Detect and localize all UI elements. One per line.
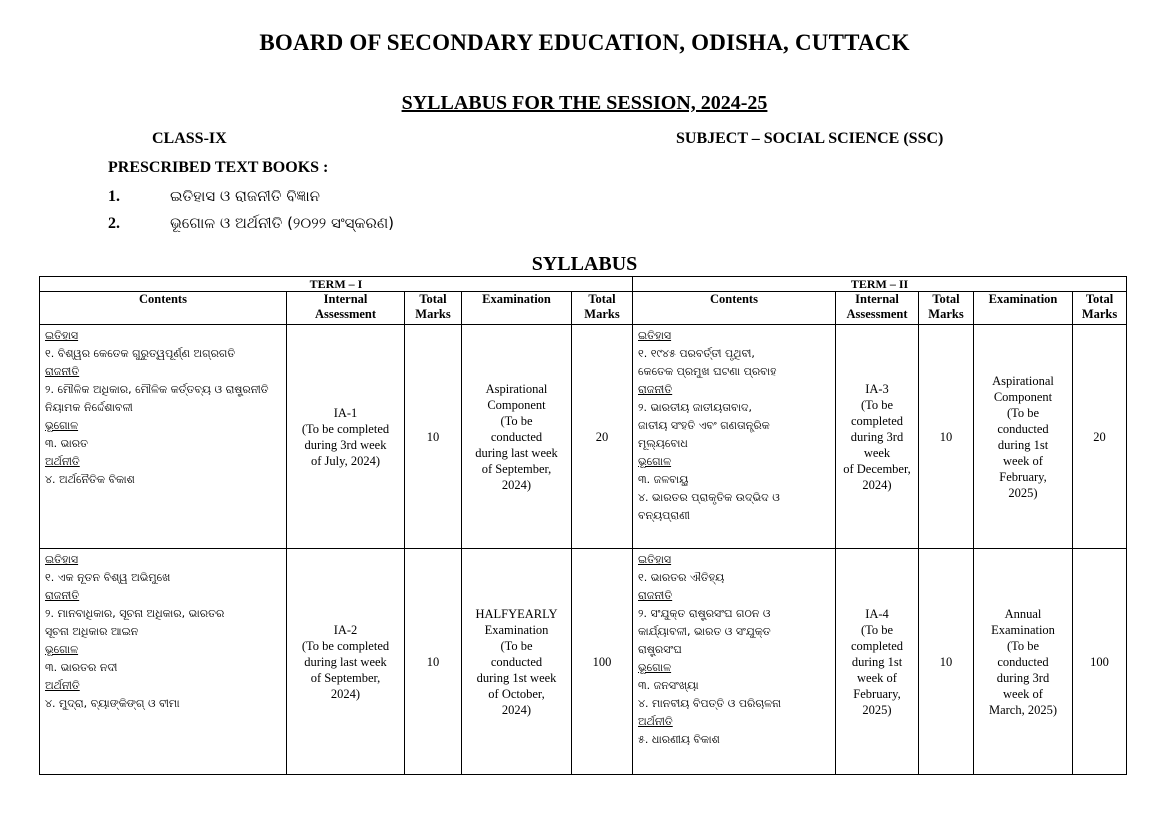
cell-line: (To be <box>860 622 894 637</box>
topic-line: ରାଷ୍ଟ୍ରସଂଘ <box>638 643 682 656</box>
class-label: CLASS-IX <box>152 130 227 147</box>
cell-line: completed <box>850 638 904 653</box>
topic-line: ମୂଲ୍ୟବୋଧ <box>638 437 688 450</box>
topic-line: ୨. ମାନବାଧିକାର, ସୂଚନା ଅଧିକାର, ଭାରତର <box>45 607 225 620</box>
cell-line: week of <box>1003 453 1043 468</box>
textbooks-heading: PRESCRIBED TEXT BOOKS : <box>108 159 329 176</box>
topic-line: ୧. ବିଶ୍ୱର କେତେକ ଗୁରୁତ୍ୱପୂର୍ଣ୍ଣ ଅଗ୍ରଗତି <box>45 347 236 360</box>
cell-line: during last week <box>475 445 558 460</box>
section-heading: ଇତିହାସ <box>638 329 672 342</box>
topic-line: ୩. ଭାରତର ନଦୀ <box>45 661 118 674</box>
cell-line: IA-1 <box>333 405 358 420</box>
textbook-name: ଭୂଗୋଳ ଓ ଅର୍ଥନୀତି (୨୦୨୨ ସଂସ୍କରଣ) <box>170 214 395 232</box>
topic-line: ୨. ଭାରତୀୟ ଜାତୀୟତାବାଦ, <box>638 401 753 414</box>
cell-line: 2024) <box>501 702 532 717</box>
cell-line: during last week <box>304 654 387 669</box>
cell-line: Examination <box>991 622 1055 637</box>
header-line: Total <box>419 292 447 306</box>
total-marks-header <box>572 292 633 325</box>
term1-block1-contents <box>40 325 287 549</box>
section-heading: ଭୂଗୋଳ <box>638 661 672 674</box>
header-line: Marks <box>928 307 964 321</box>
cell-line: 2025) <box>1008 485 1038 500</box>
subject-label: SUBJECT – SOCIAL SCIENCE (SSC) <box>676 130 944 147</box>
cell-line: March, 2025) <box>988 702 1058 717</box>
total-marks-header <box>1073 292 1127 325</box>
cell-line: of December, <box>843 461 911 476</box>
section-heading: ଭୂଗୋଳ <box>638 455 672 468</box>
cell-line: conducted <box>997 421 1049 436</box>
cell-line: IA-4 <box>865 606 889 621</box>
topic-line: ୫. ଧାରଣୀୟ ବିକାଶ <box>638 733 720 746</box>
topic-line: ୨. ମୌଳିକ ଅଧିକାର, ମୌଳିକ କର୍ତ୍ତବ୍ୟ ଓ ରାଷ୍ଟ୍ରନୀତି <box>45 383 269 396</box>
term2-exam2-marks: 100 <box>1073 549 1127 775</box>
topic-line: ୪. ଅର୍ଥନୈତିକ ବିକାଶ <box>45 473 135 486</box>
section-heading: ଅର୍ଥନୀତି <box>45 455 80 468</box>
contents-header: Contents <box>40 292 287 325</box>
board-title: BOARD OF SECONDARY EDUCATION, ODISHA, CUTTACK <box>259 30 910 55</box>
internal-assessment-header <box>836 292 919 325</box>
topic-line: ୪. ମୁଦ୍ରା, ବ୍ୟାଙ୍କିଙ୍ଗ୍ ଓ ବୀମା <box>45 697 180 710</box>
topic-line: କେତେକ ପ୍ରମୁଖ ଘଟଣା ପ୍ରବାହ <box>638 365 777 378</box>
header-line: Total <box>588 292 616 306</box>
topic-line: ୧. ଏକ ନୂତନ ବିଶ୍ୱ ଅଭିମୁଖେ <box>45 571 171 584</box>
term2-ia4-cell <box>836 549 919 775</box>
term2-ia4-marks: 10 <box>919 549 974 775</box>
cell-line: week of <box>1003 686 1043 701</box>
topic-line: ୩. ଜଳବାୟୁ <box>638 473 689 486</box>
term2-exam1-cell <box>974 325 1073 549</box>
topic-line: ବନ୍ୟପ୍ରାଣୀ <box>638 509 690 522</box>
header-line: Total <box>1085 292 1114 306</box>
cell-line: IA-3 <box>865 381 889 396</box>
section-heading: ଇତିହାସ <box>45 329 79 342</box>
section-heading: ଅର୍ଥନୀତି <box>638 715 673 728</box>
topic-line: ୧. ଭାରତର ଐତିହ୍ୟ <box>638 571 725 584</box>
topic-line: ୩. ଜନସଂଖ୍ୟା <box>638 679 699 692</box>
term2-block1-contents <box>633 325 836 549</box>
section-heading: ଭୂଗୋଳ <box>45 643 79 656</box>
term2-ia3-marks: 10 <box>919 325 974 549</box>
cell-line: conducted <box>490 429 543 444</box>
examination-header: Examination <box>462 292 572 325</box>
cell-line: (To be <box>1006 405 1040 420</box>
term1-exam2-marks: 100 <box>572 549 633 775</box>
cell-line: IA-2 <box>333 622 358 637</box>
syllabus-table <box>39 276 1127 775</box>
topic-line: କାର୍ଯ୍ୟାବଳୀ, ଭାରତ ଓ ସଂଯୁକ୍ତ <box>638 625 771 638</box>
cell-line: February, <box>999 469 1047 484</box>
cell-line: during 1st week <box>476 670 557 685</box>
cell-line: during 3rd week <box>304 437 387 452</box>
term2-ia3-cell <box>836 325 919 549</box>
cell-line: of September, <box>310 670 381 685</box>
textbook-item <box>108 187 320 206</box>
textbook-name: ଇତିହାସ ଓ ରାଜନୀତି ବିଜ୍ଞାନ <box>170 187 320 205</box>
header-line: Marks <box>584 307 620 321</box>
examination-header: Examination <box>974 292 1073 325</box>
cell-line: Annual <box>1004 606 1042 621</box>
cell-line: during 3rd <box>996 670 1050 685</box>
term2-exam2-cell <box>974 549 1073 775</box>
header-line: Total <box>932 292 960 306</box>
term-2-header: TERM – II <box>633 277 1127 292</box>
section-heading: ରାଜନୀତି <box>45 589 80 602</box>
cell-line: (To be completed <box>301 421 390 436</box>
cell-line: of September, <box>481 461 552 476</box>
topic-line: ନିୟାମକ ନିର୍ଦ୍ଦେଶାବଳୀ <box>45 401 133 414</box>
cell-line: February, <box>853 686 901 701</box>
section-heading: ଇତିହାସ <box>638 553 672 566</box>
term1-ia1-marks: 10 <box>405 325 462 549</box>
section-heading: ରାଜନୀତି <box>638 383 673 396</box>
term1-ia1-cell <box>287 325 405 549</box>
section-heading: ରାଜନୀତି <box>45 365 80 378</box>
section-heading: ଇତିହାସ <box>45 553 79 566</box>
textbook-number: 2. <box>108 215 120 232</box>
cell-line: (To be <box>860 397 894 412</box>
cell-line: conducted <box>997 654 1049 669</box>
header-line: Marks <box>1081 307 1118 321</box>
topic-line: ଜାତୀୟ ସଂହତି ଏବଂ ଗଣତାନ୍ତ୍ରିକ <box>638 419 770 432</box>
syllabus-heading: SYLLABUS <box>531 253 638 275</box>
term2-exam1-marks: 20 <box>1073 325 1127 549</box>
header-line: Assessment <box>846 307 908 321</box>
header-line: Marks <box>415 307 451 321</box>
cell-line: HALFYEARLY <box>475 606 558 621</box>
term1-exam1-marks: 20 <box>572 325 633 549</box>
term1-block2-contents <box>40 549 287 775</box>
section-heading: ଭୂଗୋଳ <box>45 419 79 432</box>
cell-line: completed <box>850 413 904 428</box>
header-line: Internal <box>855 292 899 306</box>
cell-line: 2024) <box>862 477 892 492</box>
cell-line: Aspirational <box>992 373 1054 388</box>
term1-ia2-cell <box>287 549 405 775</box>
total-marks-header <box>919 292 974 325</box>
cell-line: during 1st <box>851 654 903 669</box>
cell-line: 2024) <box>330 686 361 701</box>
topic-line: ୨. ସଂଯୁକ୍ତ ରାଷ୍ଟ୍ରସଂଘ ଗଠନ ଓ <box>638 607 771 620</box>
term1-ia2-marks: 10 <box>405 549 462 775</box>
term1-exam1-cell <box>462 325 572 549</box>
topic-line: ୩. ଭାରତ <box>45 437 88 450</box>
total-marks-header <box>405 292 462 325</box>
cell-line: (To be <box>500 413 533 428</box>
cell-line: Component <box>993 389 1053 404</box>
header-line: Internal <box>323 292 368 306</box>
topic-line: ୪. ଭାରତର ପ୍ରାକୃତିକ ଉଦ୍ଭିଦ ଓ <box>638 491 780 504</box>
textbook-item <box>108 214 394 233</box>
cell-line: conducted <box>490 654 543 669</box>
header-line: Assessment <box>314 307 377 321</box>
cell-line: week of <box>857 670 897 685</box>
term2-block2-contents <box>633 549 836 775</box>
topic-line: ୪. ମାନବୀୟ ବିପତ୍ତି ଓ ପରିଚାଳନା <box>638 697 781 710</box>
term1-exam2-cell <box>462 549 572 775</box>
topic-line: ୧. ୧୯୪୫ ପରବର୍ତ୍ତୀ ପୃଥିବୀ, <box>638 347 755 360</box>
cell-line: during 1st <box>997 437 1049 452</box>
contents-header: Contents <box>633 292 836 325</box>
session-title: SYLLABUS FOR THE SESSION, 2024-25 <box>401 92 768 114</box>
cell-line: (To be <box>500 638 533 653</box>
textbook-number: 1. <box>108 188 120 205</box>
cell-line: 2024) <box>501 477 532 492</box>
cell-line: (To be <box>1006 638 1040 653</box>
cell-line: Component <box>487 397 546 412</box>
cell-line: of October, <box>488 686 545 701</box>
cell-line: 2025) <box>862 702 892 717</box>
cell-line: during 3rd week <box>850 429 904 460</box>
section-heading: ଅର୍ଥନୀତି <box>45 679 80 692</box>
cell-line: Aspirational <box>485 381 548 396</box>
topic-line: ସୂଚନା ଅଧିକାର ଆଇନ <box>45 625 139 638</box>
term-1-header: TERM – I <box>40 277 633 292</box>
internal-assessment-header <box>287 292 405 325</box>
cell-line: Examination <box>484 622 549 637</box>
section-heading: ରାଜନୀତି <box>638 589 673 602</box>
cell-line: of July, 2024) <box>311 453 380 468</box>
cell-line: (To be completed <box>301 638 390 653</box>
